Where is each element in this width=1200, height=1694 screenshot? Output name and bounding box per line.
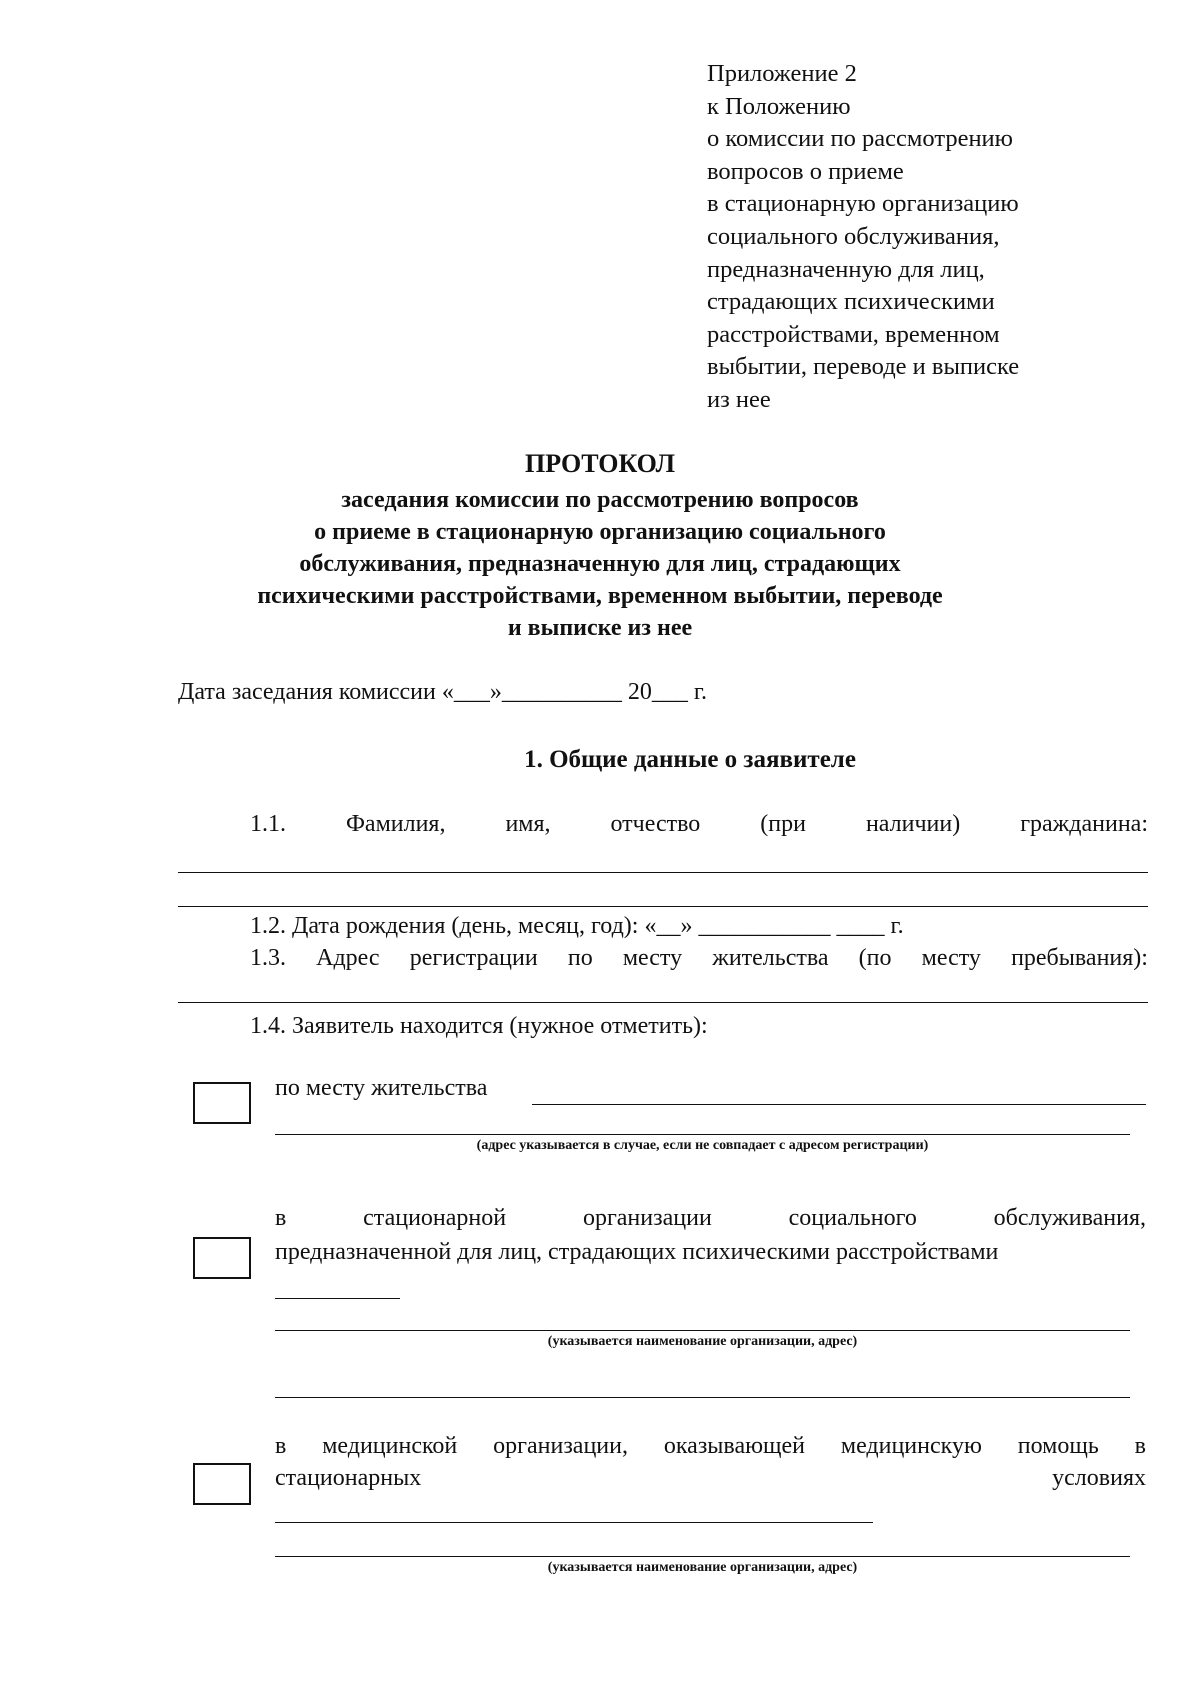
- appendix-line: к Положению: [707, 92, 851, 120]
- medical-org-input-line[interactable]: [275, 1522, 873, 1523]
- word: условиях: [1052, 1465, 1146, 1491]
- social-org-label-line1: [275, 1202, 1146, 1234]
- residence-address-input-line[interactable]: [532, 1104, 1146, 1105]
- subtitle-line: заседания комиссии по рассмотрению вопросов: [341, 487, 859, 513]
- appendix-line: выбытии, переводе и выписке: [707, 353, 1020, 381]
- word: имя,: [505, 811, 551, 837]
- medical-org-label-line1: в медицинской организации, оказывающей медицинскую помощь в: [275, 1433, 1146, 1459]
- word: 1.1.: [250, 811, 286, 837]
- appendix-line: Приложение 2: [707, 60, 857, 87]
- word: Адрес: [316, 945, 380, 971]
- word: стационарных: [275, 1465, 422, 1491]
- residence-checkbox[interactable]: [193, 1082, 251, 1124]
- word: месту: [622, 945, 683, 971]
- word: обслуживания,: [993, 1205, 1146, 1231]
- residence-label: по месту жительства: [275, 1075, 488, 1101]
- registration-address-label: [250, 942, 1148, 974]
- document-subtitle: [0, 484, 1200, 644]
- location-question: 1.4. Заявитель находится (нужное отметить):: [250, 1013, 708, 1039]
- word: регистрации: [409, 945, 538, 971]
- social-org-input-line-3[interactable]: [275, 1397, 1130, 1398]
- appendix-line: социального обслуживания,: [707, 222, 1000, 250]
- section-heading: 1. Общие данные о заявителе: [524, 746, 856, 773]
- medical-org-label-line2: [275, 1462, 1146, 1494]
- word: в: [275, 1205, 287, 1231]
- appendix-note: [707, 58, 1127, 417]
- word: пребывания):: [1011, 945, 1148, 971]
- subtitle-line: обслуживания, предназначенную для лиц, страдающих: [299, 551, 901, 577]
- word: Фамилия,: [345, 811, 446, 837]
- word: (при: [760, 811, 806, 837]
- appendix-line: вопросов о приеме: [707, 157, 904, 185]
- birth-date-field[interactable]: 1.2. Дата рождения (день, месяц, год): «__» ___________ ____ г.: [250, 913, 904, 939]
- social-org-label-line2: предназначенной для лиц, страдающих психическими расстройствами: [275, 1239, 999, 1265]
- appendix-line: расстройствами, временном: [707, 320, 1000, 348]
- subtitle-line: психическими расстройствами, временном выбытии, переводе: [257, 583, 943, 609]
- word: наличии): [865, 811, 961, 837]
- medical-org-caption: (указывается наименование организации, адрес): [547, 1560, 858, 1575]
- residence-caption: (адрес указывается в случае, если не совпадает с адресом регистрации): [476, 1138, 929, 1153]
- word: 1.3.: [250, 945, 286, 971]
- full-name-input-line-2[interactable]: [178, 906, 1148, 907]
- word: отчество: [610, 811, 701, 837]
- item-full-name-label: [250, 808, 1148, 840]
- word: социального: [788, 1205, 917, 1231]
- meeting-date-field[interactable]: Дата заседания комиссии «___»__________ 20___ г.: [178, 679, 707, 705]
- appendix-line: о комиссии по рассмотрению: [707, 125, 1013, 153]
- social-org-input-line[interactable]: [275, 1298, 400, 1299]
- appendix-line: в стационарную организацию: [707, 190, 1019, 218]
- word: месту: [921, 945, 981, 971]
- social-org-checkbox[interactable]: [193, 1237, 251, 1279]
- appendix-line: из нее: [707, 385, 771, 413]
- medical-org-input-line-2[interactable]: [275, 1556, 1130, 1557]
- appendix-line: страдающих психическими: [707, 288, 995, 316]
- medical-org-checkbox[interactable]: [193, 1463, 251, 1505]
- residence-address-input-line-2[interactable]: [275, 1134, 1130, 1135]
- word: организации: [582, 1205, 712, 1231]
- subtitle-line: и выписке из нее: [507, 615, 693, 641]
- word: стационарной: [363, 1205, 507, 1231]
- subtitle-line: о приеме в стационарную организацию социального: [314, 519, 886, 545]
- full-name-input-line[interactable]: [178, 872, 1148, 873]
- appendix-line: предназначенную для лиц,: [707, 255, 985, 283]
- word: (по: [858, 945, 892, 971]
- registration-address-input-line[interactable]: [178, 1002, 1148, 1003]
- word: жительства: [712, 945, 829, 971]
- word: по: [567, 945, 593, 971]
- social-org-input-line-2[interactable]: [275, 1330, 1130, 1331]
- social-org-caption: (указывается наименование организации, адрес): [547, 1334, 858, 1349]
- document-title: ПРОТОКОЛ: [525, 449, 675, 478]
- word: гражданина:: [1020, 811, 1148, 837]
